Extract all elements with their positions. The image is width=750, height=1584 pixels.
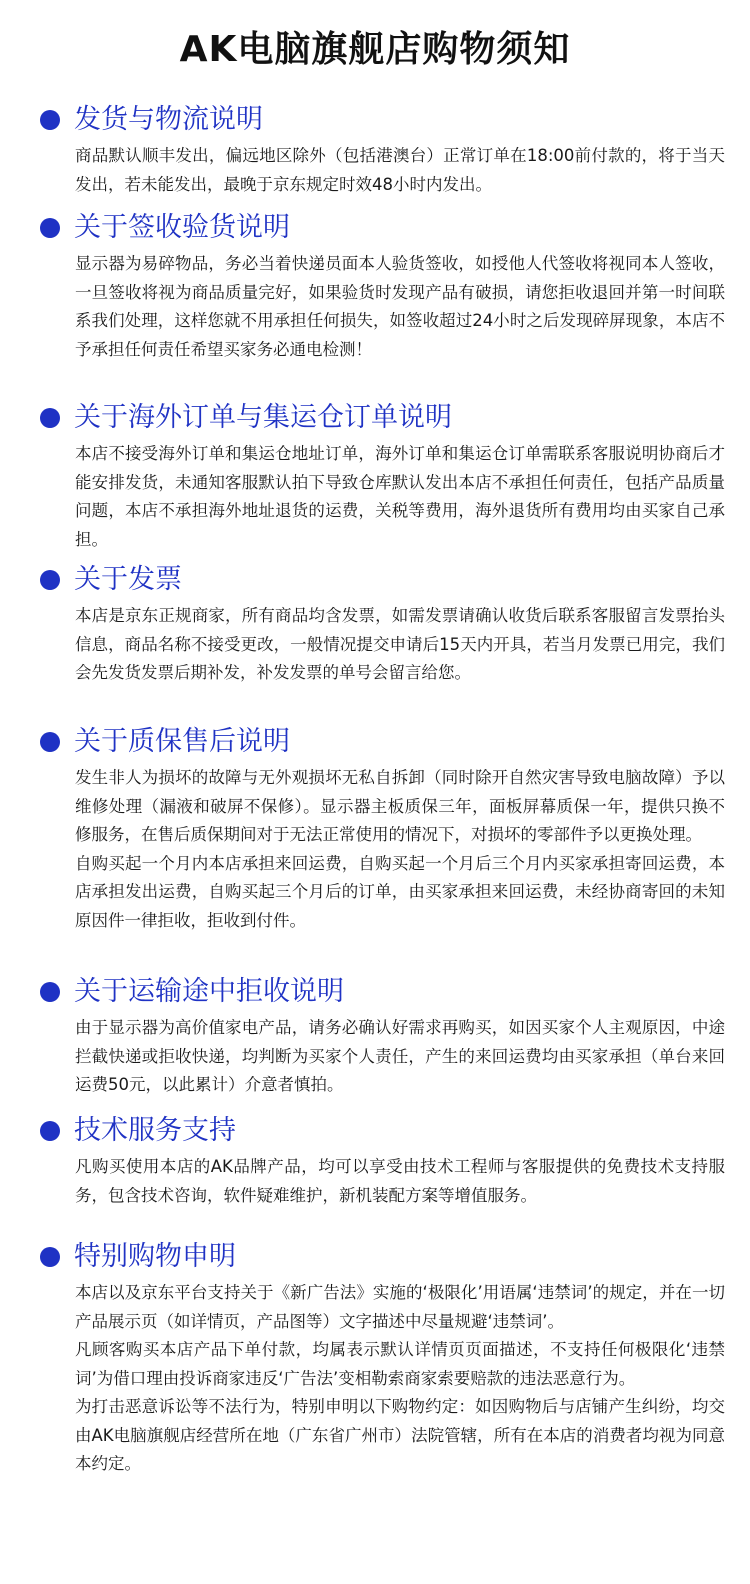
section-body <box>75 250 725 364</box>
bullet-icon <box>40 110 60 130</box>
section-paragraph: 本店以及京东平台支持关于《新广告法》实施的‘极限化’用语属‘违禁词’的规定，并在一切产品展示页（如详情页，产品图等）文字描述中尽量规避‘违禁词’。 <box>75 1283 725 1331</box>
section-overseas-orders <box>40 396 730 554</box>
section-paragraph: 自购买起一个月内本店承担来回运费，自购买起一个月后三个月内买家承担寄回运费，本店承担发出运费，自购买起三个月后的订单，由买家承担来回运费，未经协商寄回的未知原因件一律拒收，拒收到付件。 <box>75 853 725 930</box>
section-title: 关于发票 <box>74 564 182 595</box>
bullet-icon <box>40 982 60 1002</box>
section-header <box>40 720 730 764</box>
section-body <box>75 142 725 199</box>
section-body <box>75 764 725 935</box>
section-tech-support <box>40 1109 730 1210</box>
section-body <box>75 1014 725 1100</box>
section-warranty <box>40 720 730 935</box>
section-header <box>40 1235 730 1279</box>
section-body <box>75 602 725 688</box>
section-header <box>40 98 730 142</box>
section-paragraph: 发生非人为损坏的故障与无外观损坏无私自拆卸（同时除开自然灾害导致电脑故障）予以维修处理（漏液和破屏不保修）。显示器主板质保三年，面板屏幕质保一年，提供只换不修服务，在售后质保期间对于无法正常使用的情况下，对损坏的零部件予以更换处理。 <box>75 768 725 844</box>
section-body <box>75 1153 725 1210</box>
bullet-icon <box>40 570 60 590</box>
section-header <box>40 206 730 250</box>
section-title: 关于海外订单与集运仓订单说明 <box>74 402 452 433</box>
page-title: AK电脑旗舰店购物须知 <box>179 29 571 70</box>
bullet-icon <box>40 218 60 238</box>
section-paragraph: 为打击恶意诉讼等不法行为，特别申明以下购物约定：如因购物后与店铺产生纠纷，均交由AK电脑旗舰店经营所在地（广东省广州市）法院管辖，所有在本店的消费者均视为同意本约定。 <box>75 1397 725 1473</box>
section-title: 关于运输途中拒收说明 <box>74 976 344 1007</box>
section-paragraph: 显示器为易碎物品，务必当着快递员面本人验货签收，如授他人代签收将视同本人签收，一旦签收将视为商品质量完好，如果验货时发现产品有破损，请您拒收退回并第一时间联系我们处理，这样您就不用承担任何损失，如签收超过24小时之后发现碎屏现象，本店不予承担任何责任希望买家务必通电检测！ <box>75 254 725 359</box>
section-receipt-inspection <box>40 206 730 364</box>
bullet-icon <box>40 408 60 428</box>
section-rejection-in-transit <box>40 970 730 1100</box>
section-invoice <box>40 558 730 688</box>
section-header <box>40 396 730 440</box>
section-paragraph: 凡购买使用本店的AK品牌产品，均可以享受由技术工程师与客服提供的免费技术支持服务，包含技术咨询，软件疑难维护，新机装配方案等增值服务。 <box>75 1157 725 1205</box>
bullet-icon <box>40 732 60 752</box>
section-title: 特别购物申明 <box>74 1241 236 1272</box>
section-paragraph: 商品默认顺丰发出，偏远地区除外（包括港澳台）正常订单在18:00前付款的，将于当天发出，若未能发出，最晚于京东规定时效48小时内发出。 <box>75 146 725 194</box>
section-paragraph: 本店不接受海外订单和集运仓地址订单，海外订单和集运仓订单需联系客服说明协商后才能安排发货，未通知客服默认拍下导致仓库默认发出本店不承担任何责任，包括产品质量问题，本店不承担海外地址退货的运费，关税等费用，海外退货所有费用均由买家自己承担。 <box>75 444 725 549</box>
section-special-statement <box>40 1235 730 1479</box>
section-header <box>40 558 730 602</box>
section-body <box>75 440 725 554</box>
bullet-icon <box>40 1247 60 1267</box>
section-title: 关于签收验货说明 <box>74 212 290 243</box>
section-body <box>75 1279 725 1479</box>
section-paragraph: 本店是京东正规商家，所有商品均含发票，如需发票请确认收货后联系客服留言发票抬头信息，商品名称不接受更改，一般情况提交申请后15天内开具，若当月发票已用完，我们会先发货发票后期补发，补发发票的单号会留言给您。 <box>75 606 725 682</box>
section-title: 发货与物流说明 <box>74 104 263 135</box>
section-shipping <box>40 98 730 199</box>
section-title: 技术服务支持 <box>74 1115 236 1146</box>
section-title: 关于质保售后说明 <box>74 726 290 757</box>
bullet-icon <box>40 1121 60 1141</box>
section-header <box>40 1109 730 1153</box>
section-paragraph: 由于显示器为高价值家电产品，请务必确认好需求再购买，如因买家个人主观原因，中途拦截快递或拒收快递，均判断为买家个人责任，产生的来回运费均由买家承担（单台来回运费50元，以此累计）介意者慎拍。 <box>75 1018 725 1094</box>
section-header <box>40 970 730 1014</box>
section-paragraph: 凡顾客购买本店产品下单付款，均属表示默认详情页页面描述，不支持任何极限化‘违禁词’为借口理由投诉商家违反‘广告法’变相勒索商家索要赔款的违法恶意行为。 <box>75 1340 725 1388</box>
